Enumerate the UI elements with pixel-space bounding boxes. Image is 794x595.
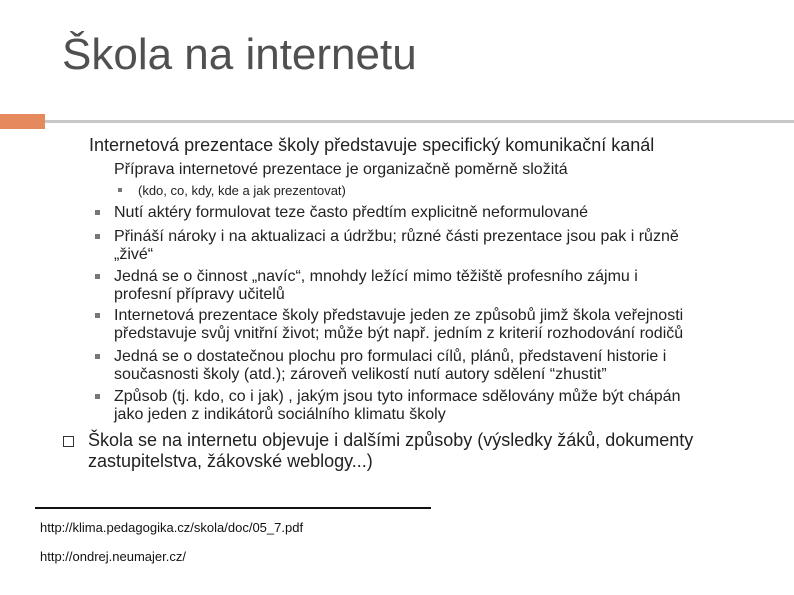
bullet-icon — [95, 210, 100, 215]
bullet-icon — [118, 188, 122, 192]
footnote-divider — [35, 507, 431, 509]
bullet-4-line-2: představuje svůj vnitřní život; může být např. jedním z kriterií rozhodování rodičů — [114, 325, 684, 342]
bullet-6-line-2: jako jeden z indikátorů sociálního klimatu školy — [114, 406, 446, 423]
bullet-3-line-1: Jedná se o činnost „navíc“, mnohdy ležící mimo těžiště profesního zájmu i — [114, 268, 638, 285]
bullet-6-line-1: Způsob (tj. kdo, co i jak) , jakým jsou tyto informace sdělovány může být chápán — [114, 388, 681, 405]
checkbox-bullet-icon — [63, 436, 74, 447]
main-point-2-line-2: zastupitelstva, žákovské weblogy...) — [88, 451, 373, 471]
bullet-2-line-2: „živé“ — [114, 246, 154, 263]
bullet-icon — [95, 234, 100, 239]
bullet-icon — [95, 313, 100, 318]
sub-point-1-detail: (kdo, co, kdy, kde a jak prezentovat) — [138, 183, 346, 198]
bullet-2-line-1: Přináší nároky i na aktualizaci a údržbu; různé části prezentace jsou pak i různě — [114, 228, 679, 245]
bullet-3-line-2: profesní přípravy učitelů — [114, 286, 285, 303]
bullet-icon — [95, 274, 100, 279]
slide-title: Škola na internetu — [62, 30, 417, 79]
main-point-1: Internetová prezentace školy představuje specifický komunikační kanál — [89, 135, 655, 155]
bullet-5-line-1: Jedná se o dostatečnou plochu pro formulaci cílů, plánů, představení historie i — [114, 348, 667, 365]
main-point-2-line-1: Škola se na internetu objevuje i dalšími způsoby (výsledky žáků, dokumenty — [88, 430, 694, 450]
footnote-link-1[interactable]: http://klima.pedagogika.cz/skola/doc/05_7.pdf — [40, 520, 304, 535]
bullet-4-line-1: Internetová prezentace školy představuje jeden ze způsobů jimž škola veřejnosti — [114, 307, 684, 324]
bullet-5-line-2: současnosti školy (atd.); zároveň velikostí nutí autory sdělení “zhustit” — [114, 366, 607, 383]
footnote-link-2[interactable]: http://ondrej.neumajer.cz/ — [40, 549, 186, 564]
bullet-icon — [95, 394, 100, 399]
bullet-icon — [95, 354, 100, 359]
sub-point-1: Příprava internetové prezentace je organizačně poměrně složitá — [114, 161, 568, 178]
bullet-1-line-1: Nutí aktéry formulovat teze často předtím explicitně neformulované — [114, 204, 588, 221]
